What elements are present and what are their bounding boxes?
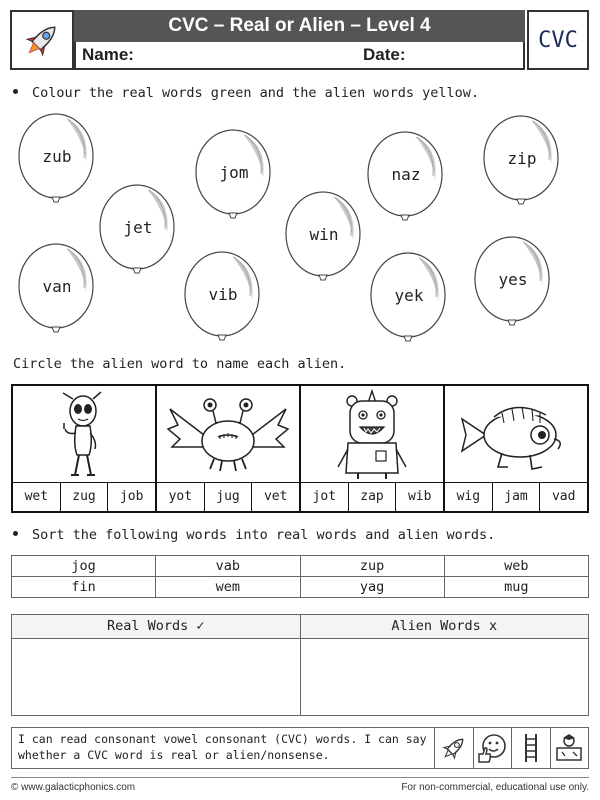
alien-word-option[interactable]: yot [157,483,205,511]
sort-word[interactable]: vab [156,556,300,577]
alien-word-option[interactable]: job [119,489,144,504]
alien-cell [157,386,301,511]
alien-cell [301,386,445,511]
balloon[interactable] [283,190,365,298]
name-date-bar [74,42,525,70]
self-assess-teacher[interactable] [551,728,589,768]
rocket-icon [439,733,469,763]
balloon[interactable] [481,114,563,222]
self-assess-rocket[interactable] [435,728,474,768]
bullet [13,531,18,536]
balloon-word: van [42,277,72,296]
alien-word-options [157,482,299,511]
alien-word-options [445,482,587,511]
name-label[interactable]: Name: [82,45,134,64]
bullet [13,89,18,94]
table-row [12,577,589,598]
alien-word-option[interactable]: wib [407,489,432,504]
rocket-icon [20,18,64,62]
sort-word[interactable]: yag [300,577,444,598]
fish-alien-icon [456,395,576,475]
balloon-word: win [309,225,339,244]
real-words-column[interactable] [12,615,301,715]
learning-objective-text: I can read consonant vowel consonant (CVC) words. I can say whether a CVC word is real or alien/nonsense. [12,728,435,768]
instruction-sort: Sort the following words into real words and alien words. [13,527,495,543]
sort-word[interactable]: zup [300,556,444,577]
balloon-word: naz [391,165,421,184]
sort-word[interactable]: web [444,556,588,577]
thumbs-up-alien-icon [49,389,119,481]
balloon-word: zub [42,147,72,166]
balloon-word: yek [394,286,424,305]
alien-word-option[interactable]: zug [61,483,109,511]
balloon[interactable] [368,251,450,359]
date-label[interactable]: Date: [363,45,406,64]
alien-word-option[interactable]: vad [551,489,576,504]
balloon[interactable] [182,250,264,358]
instruction-colour: Colour the real words green and the alien words yellow. [13,85,479,101]
balloon-word: jet [123,218,153,237]
balloon-word: vib [208,285,238,304]
sort-word[interactable]: fin [12,577,156,598]
cvc-badge: CVC [527,10,589,70]
balloon[interactable] [97,183,179,291]
balloon[interactable] [16,112,98,220]
balloon[interactable] [193,128,275,236]
logo [10,10,74,70]
horned-monster-icon [332,389,412,481]
self-assess-ladder[interactable] [512,728,551,768]
alien-cell [445,386,587,511]
alien-word-options [13,482,155,511]
table-row [12,556,589,577]
license-note: For non-commercial, educational use only. [401,782,589,793]
alien-word-option[interactable]: vet [263,489,288,504]
alien-cell [13,386,157,511]
sort-word[interactable]: jog [12,556,156,577]
instruction-circle: Circle the alien word to name each alien. [13,356,347,372]
website-credit: © www.galacticphonics.com [11,782,136,793]
alien-word-option[interactable]: wet [13,483,61,511]
self-assess-thumbs-up[interactable] [474,728,513,768]
alien-word-option[interactable]: wig [445,483,493,511]
footer-divider [11,777,589,778]
balloon[interactable] [16,242,98,350]
real-words-header: Real Words ✓ [12,615,300,639]
sort-word[interactable]: mug [444,577,588,598]
balloon-word: jom [219,163,249,182]
sort-word-table [11,555,589,598]
winged-monster-icon [164,395,292,475]
thumbs-up-icon [476,732,508,764]
sort-word[interactable]: wem [156,577,300,598]
alien-word-option[interactable]: jot [301,483,349,511]
alien-word-option[interactable]: jam [493,483,541,511]
alien-table [11,384,589,513]
teacher-icon [553,732,585,764]
alien-word-option[interactable]: jug [205,483,253,511]
learning-objective-box [11,727,589,769]
balloon-word: yes [498,270,528,289]
alien-words-header: Alien Words x [301,615,589,639]
alien-word-options [301,482,443,511]
real-alien-answer-table [11,614,589,716]
balloon-word: zip [507,149,537,168]
balloon[interactable] [365,130,447,238]
balloon[interactable] [472,235,554,343]
alien-words-column[interactable] [301,615,589,715]
ladder-icon [521,732,541,764]
alien-word-option[interactable]: zap [349,483,397,511]
page-title: CVC – Real or Alien – Level 4 [74,10,525,42]
